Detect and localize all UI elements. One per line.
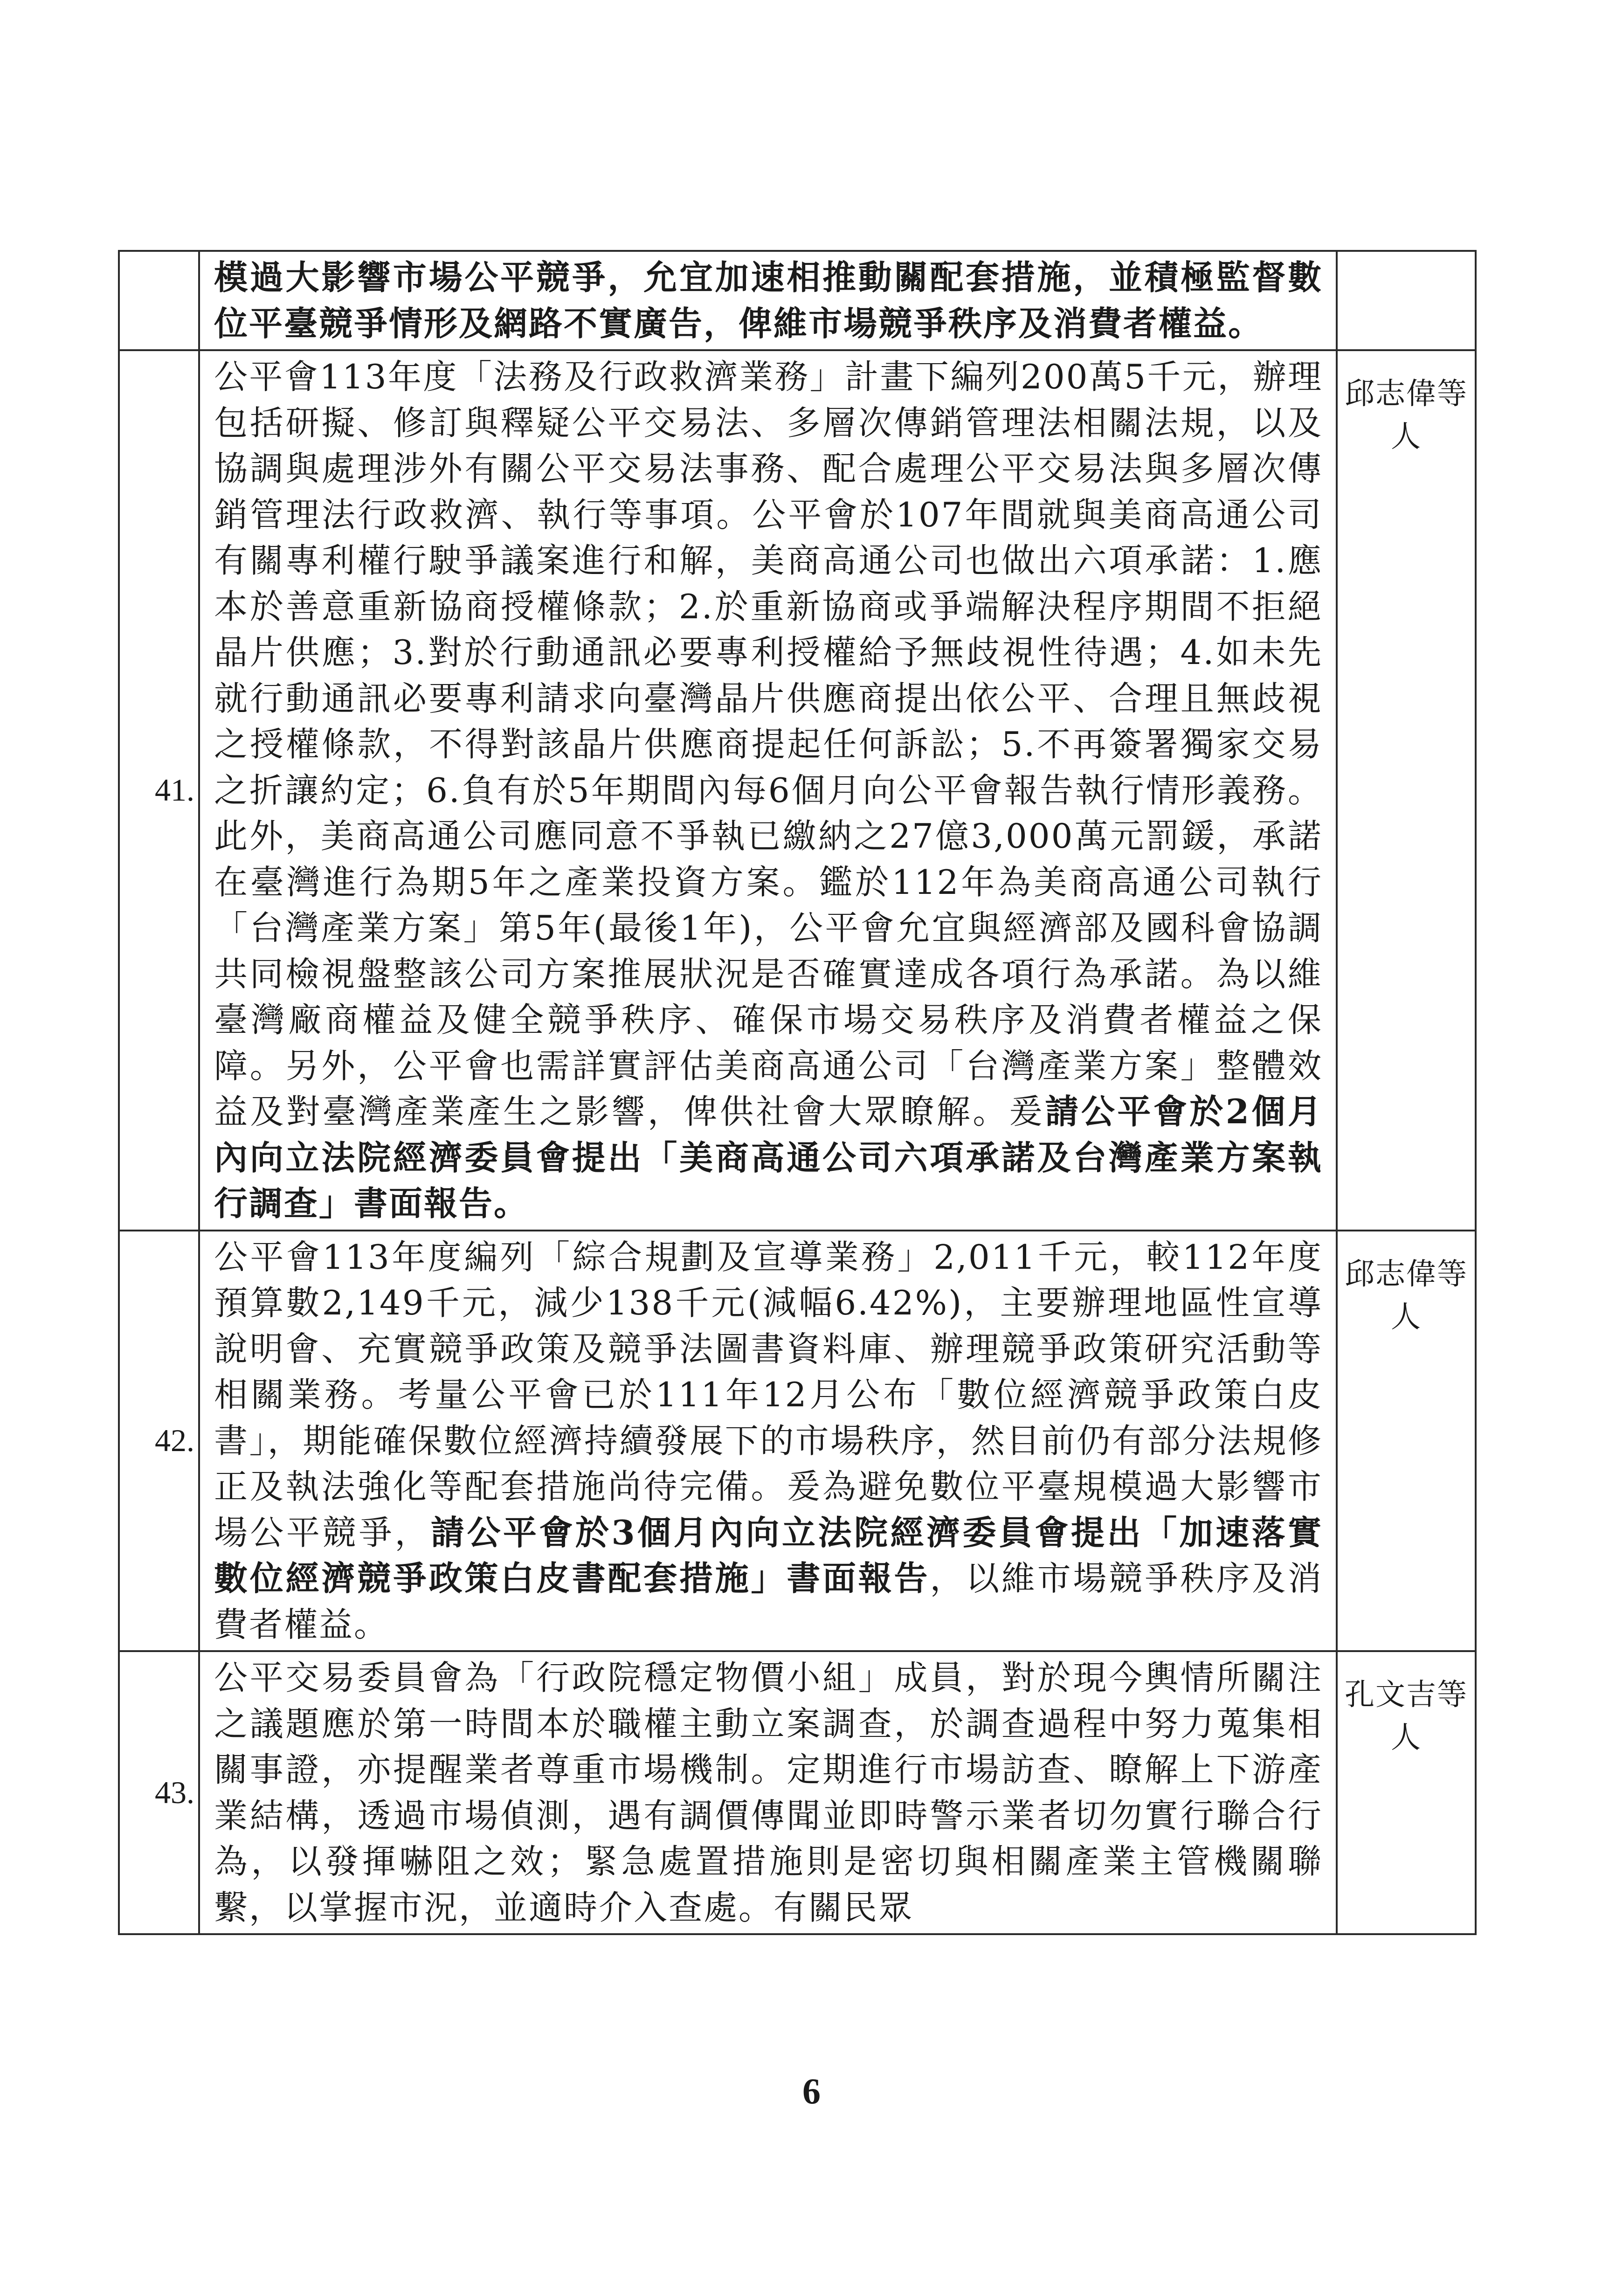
- row-text-bold: 請公平會於3個月內向立法院經濟委員會提出「加速落實數位經濟競爭政策白皮書配套措施」書面報告: [214, 1512, 1323, 1598]
- row-number: 42.: [119, 1231, 199, 1652]
- row-content: [199, 350, 1337, 1231]
- row-proposer: 孔文吉等人: [1337, 1651, 1476, 1934]
- row-proposer: [1337, 251, 1476, 350]
- table-row: [119, 251, 1476, 350]
- row-content: [199, 251, 1337, 350]
- row-text: 公平交易委員會為「行政院穩定物價小組」成員，對於現今輿情所關注之議題應於第一時間本於職權主動立案調查，於調查過程中努力蒐集相關事證，亦提醒業者尊重市場機制。定期進行市場訪查、瞭解上下游產業結構，透過市場偵測，遇有調價傳聞並即時警示業者切勿實行聯合行為，以發揮嚇阻之效；緊急處置措施則是密切與相關產業主管機關聯繫，以掌握市況，並適時介入查處。有關民眾: [214, 1658, 1323, 1927]
- row-proposer: 邱志偉等人: [1337, 1231, 1476, 1652]
- row-content: [199, 1231, 1337, 1652]
- row-content: [199, 1651, 1337, 1934]
- row-text-bold: 請公平會於2個月內向立法院經濟委員會提出「美商高通公司六項承諾及台灣產業方案執行調查」書面報告。: [214, 1092, 1323, 1223]
- table-row: [119, 1651, 1476, 1934]
- page-number: 6: [802, 2071, 821, 2111]
- row-text: 公平會113年度編列「綜合規劃及宣導業務」2,011千元，較112年度預算數2,149千元，減少138千元(減幅6.42%)，主要辦理地區性宣導說明會、充實競爭政策及競爭法圖書資料庫、辦理競爭政策研究活動等相關業務。考量公平會已於111年12月公布「數位經濟競爭政策白皮書」，期能確保數位經濟持續發展下的市場秩序，然目前仍有部分法規修正及執法強化等配套措施尚待完備。爰為避免數位平臺規模過大影響市場公平競爭，: [214, 1237, 1323, 1552]
- row-text-bold: 模過大影響市場公平競爭，允宜加速相推動關配套措施，並積極監督數位平臺競爭情形及網路不實廣告，俾維市場競爭秩序及消費者權益。: [214, 257, 1323, 343]
- row-text: 公平會113年度「法務及行政救濟業務」計畫下編列200萬5千元，辦理包括研擬、修訂與釋疑公平交易法、多層次傳銷管理法相關法規，以及協調與處理涉外有關公平交易法事務、配合處理公平交易法與多層次傳銷管理法行政救濟、執行等事項。公平會於107年間就與美商高通公司有關專利權行駛爭議案進行和解，美商高通公司也做出六項承諾：1.應本於善意重新協商授權條款；2.於重新協商或爭端解決程序期間不拒絕晶片供應；3.對於行動通訊必要專利授權給予無歧視性待遇；4.如未先就行動通訊必要專利請求向臺灣晶片供應商提出依公平、合理且無歧視之授權條款，不得對該晶片供應商提起任何訴訟；5.不再簽署獨家交易之折讓約定；6.負有於5年期間內每6個月向公平會報告執行情形義務。此外，美商高通公司應同意不爭執已繳納之27億3,000萬元罰鍰，承諾在臺灣進行為期5年之產業投資方案。鑑於112年為美商高通公司執行「台灣產業方案」第5年(最後1年)，公平會允宜與經濟部及國科會協調共同檢視盤整該公司方案推展狀況是否確實達成各項行為承諾。為以維臺灣廠商權益及健全競爭秩序、確保市場交易秩序及消費者權益之保障。另外，公平會也需詳實評估美商高通公司「台灣產業方案」整體效益及對臺灣產業產生之影響，俾供社會大眾瞭解。爰: [214, 357, 1323, 1131]
- table-row: [119, 350, 1476, 1231]
- row-proposer: 邱志偉等人: [1337, 350, 1476, 1231]
- row-text: ，以維市場競爭秩序及消費者權益。: [214, 1559, 1323, 1644]
- table-row: [119, 1231, 1476, 1652]
- row-number: [119, 251, 199, 350]
- resolutions-table: [118, 250, 1477, 1935]
- row-number: 41.: [119, 350, 199, 1231]
- row-number: 43.: [119, 1651, 199, 1934]
